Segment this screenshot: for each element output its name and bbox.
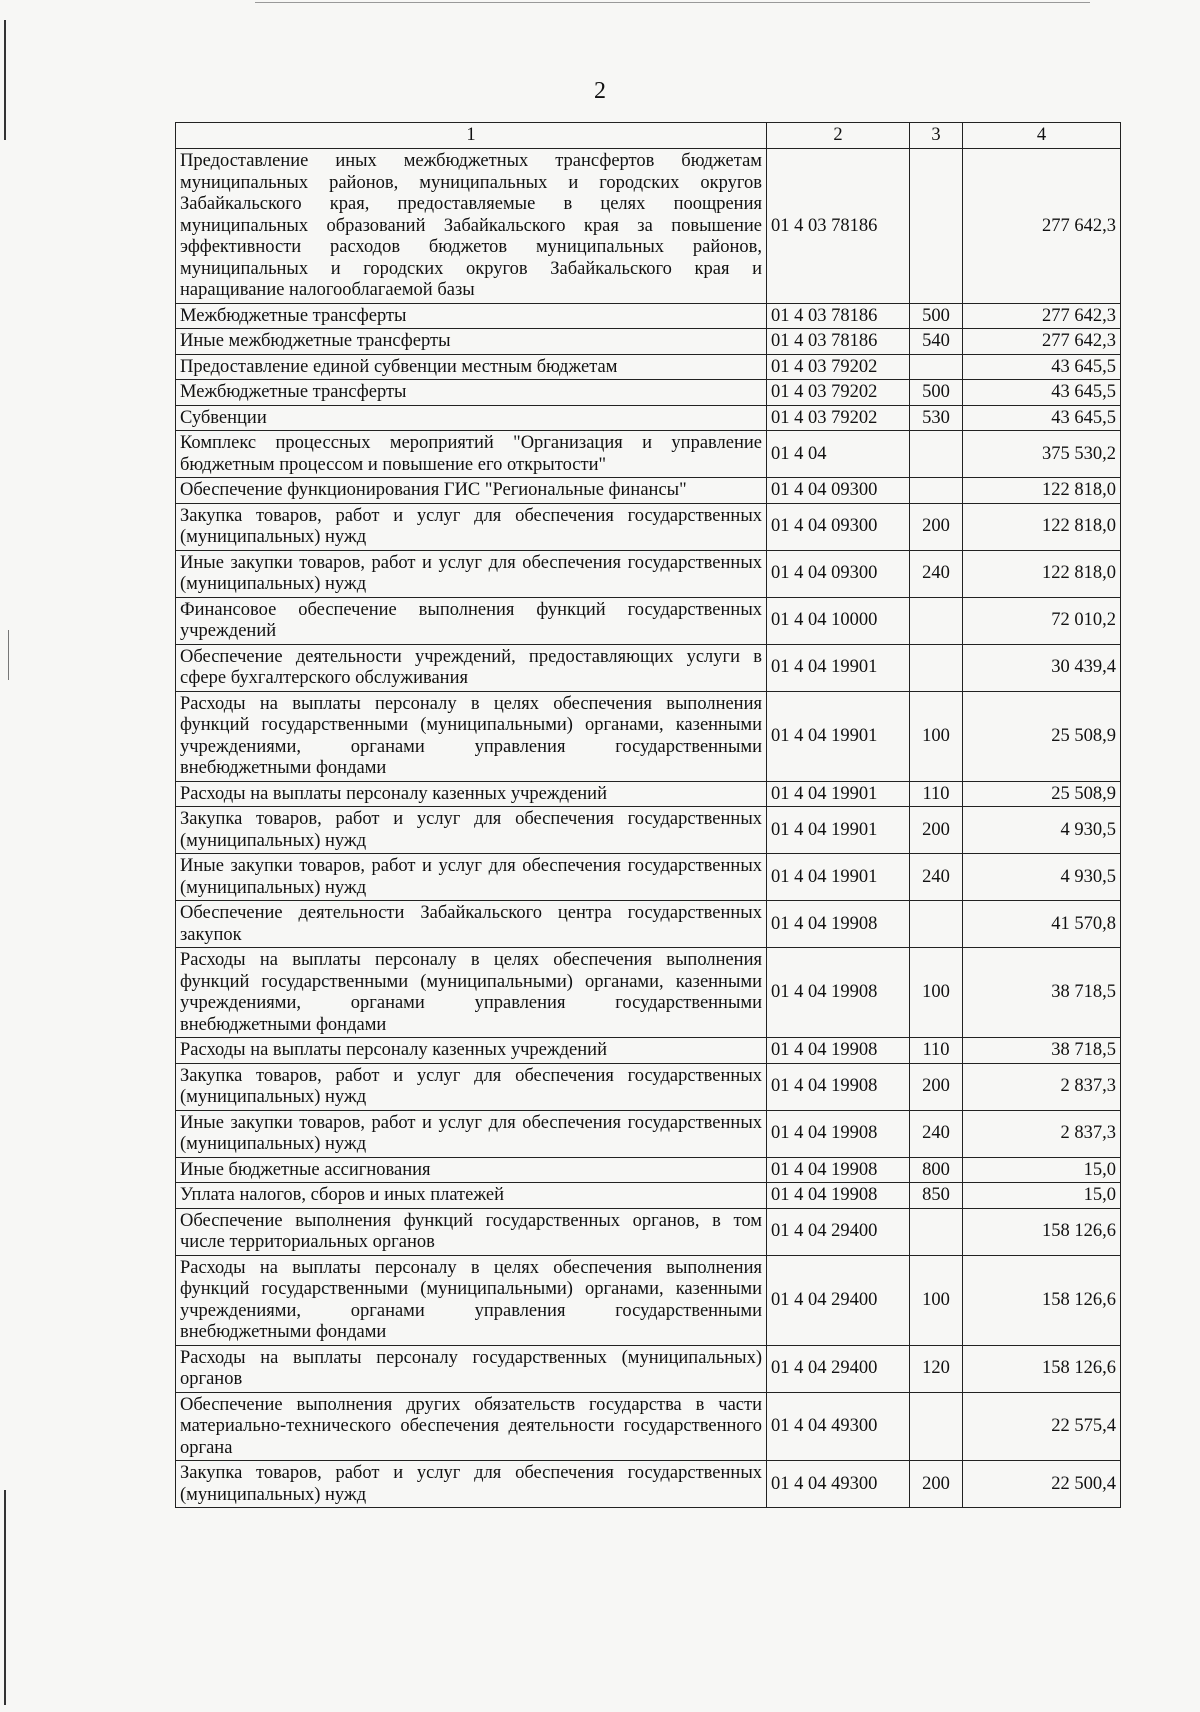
table-row — [176, 1392, 1121, 1461]
row-type-cell: 530 — [910, 405, 963, 431]
scan-margin-line — [8, 630, 9, 680]
row-code-cell: 01 4 04 29400 — [767, 1345, 910, 1392]
row-amount-cell: 158 126,6 — [963, 1255, 1121, 1345]
row-name-cell: Предоставление иных межбюджетных трансфертов бюджетам муниципальных районов, муниципальных и городских округов Забайкальского края, предоставляемые в целях поощрения муниципальных образований Забайкальского края за повышение эффективности расходов бюджетов муниципальных районов, муниципальных и городских округов Забайкальского края и наращивание налогооблагаемой базы — [176, 149, 767, 304]
table-row — [176, 329, 1121, 355]
row-type-cell: 100 — [910, 948, 963, 1038]
table-row — [176, 1183, 1121, 1209]
row-code-cell: 01 4 04 09300 — [767, 503, 910, 550]
table-row — [176, 597, 1121, 644]
row-type-cell: 100 — [910, 1255, 963, 1345]
table-row — [176, 1157, 1121, 1183]
row-code-cell: 01 4 04 19908 — [767, 1063, 910, 1110]
table-row — [176, 503, 1121, 550]
table-row — [176, 1063, 1121, 1110]
row-name-cell: Обеспечение функционирования ГИС "Региональные финансы" — [176, 478, 767, 504]
table-row — [176, 431, 1121, 478]
row-name-cell: Иные закупки товаров, работ и услуг для обеспечения государственных (муниципальных) нужд — [176, 1110, 767, 1157]
table-row — [176, 354, 1121, 380]
table-row — [176, 1038, 1121, 1064]
row-code-cell: 01 4 03 79202 — [767, 380, 910, 406]
table-row — [176, 550, 1121, 597]
row-amount-cell: 15,0 — [963, 1157, 1121, 1183]
table-row — [176, 303, 1121, 329]
table-row — [176, 781, 1121, 807]
row-type-cell — [910, 354, 963, 380]
row-code-cell: 01 4 04 19908 — [767, 1183, 910, 1209]
row-type-cell — [910, 149, 963, 304]
budget-table — [175, 122, 1121, 1508]
column-header-3: 3 — [910, 123, 963, 149]
row-code-cell: 01 4 03 79202 — [767, 405, 910, 431]
row-type-cell — [910, 597, 963, 644]
row-name-cell: Иные закупки товаров, работ и услуг для обеспечения государственных (муниципальных) нужд — [176, 550, 767, 597]
row-name-cell: Уплата налогов, сборов и иных платежей — [176, 1183, 767, 1209]
table-row — [176, 1345, 1121, 1392]
row-amount-cell: 43 645,5 — [963, 405, 1121, 431]
scan-margin-line — [4, 1490, 6, 1705]
row-amount-cell: 38 718,5 — [963, 948, 1121, 1038]
row-type-cell: 850 — [910, 1183, 963, 1209]
row-code-cell: 01 4 03 79202 — [767, 354, 910, 380]
row-type-cell — [910, 1208, 963, 1255]
table-row — [176, 405, 1121, 431]
row-code-cell: 01 4 04 09300 — [767, 550, 910, 597]
table-row — [176, 854, 1121, 901]
row-name-cell: Закупка товаров, работ и услуг для обеспечения государственных (муниципальных) нужд — [176, 807, 767, 854]
table-row — [176, 901, 1121, 948]
row-name-cell: Межбюджетные трансферты — [176, 380, 767, 406]
row-code-cell: 01 4 04 29400 — [767, 1255, 910, 1345]
table-row — [176, 644, 1121, 691]
row-code-cell: 01 4 04 19908 — [767, 1157, 910, 1183]
row-name-cell: Иные межбюджетные трансферты — [176, 329, 767, 355]
page-number: 2 — [594, 78, 606, 104]
row-amount-cell: 122 818,0 — [963, 478, 1121, 504]
row-amount-cell: 158 126,6 — [963, 1208, 1121, 1255]
table-row — [176, 380, 1121, 406]
row-name-cell: Закупка товаров, работ и услуг для обеспечения государственных (муниципальных) нужд — [176, 1063, 767, 1110]
row-amount-cell: 43 645,5 — [963, 354, 1121, 380]
row-type-cell: 540 — [910, 329, 963, 355]
row-amount-cell: 38 718,5 — [963, 1038, 1121, 1064]
row-amount-cell: 158 126,6 — [963, 1345, 1121, 1392]
row-name-cell: Субвенции — [176, 405, 767, 431]
row-code-cell: 01 4 03 78186 — [767, 303, 910, 329]
row-amount-cell: 30 439,4 — [963, 644, 1121, 691]
row-type-cell: 100 — [910, 691, 963, 781]
row-type-cell — [910, 644, 963, 691]
row-amount-cell: 22 575,4 — [963, 1392, 1121, 1461]
row-amount-cell: 122 818,0 — [963, 550, 1121, 597]
top-rule — [255, 2, 1090, 3]
row-code-cell: 01 4 04 19908 — [767, 1038, 910, 1064]
row-type-cell — [910, 478, 963, 504]
row-code-cell: 01 4 04 19908 — [767, 901, 910, 948]
row-type-cell: 200 — [910, 807, 963, 854]
row-amount-cell: 277 642,3 — [963, 149, 1121, 304]
row-name-cell: Финансовое обеспечение выполнения функций государственных учреждений — [176, 597, 767, 644]
column-header-2: 2 — [767, 123, 910, 149]
row-code-cell: 01 4 04 29400 — [767, 1208, 910, 1255]
row-amount-cell: 2 837,3 — [963, 1110, 1121, 1157]
column-header-1: 1 — [176, 123, 767, 149]
row-name-cell: Иные закупки товаров, работ и услуг для обеспечения государственных (муниципальных) нужд — [176, 854, 767, 901]
row-code-cell: 01 4 04 49300 — [767, 1392, 910, 1461]
row-type-cell — [910, 1392, 963, 1461]
row-name-cell: Закупка товаров, работ и услуг для обеспечения государственных (муниципальных) нужд — [176, 1461, 767, 1508]
row-type-cell: 500 — [910, 303, 963, 329]
row-type-cell: 110 — [910, 1038, 963, 1064]
row-name-cell: Обеспечение выполнения функций государственных органов, в том числе территориальных органов — [176, 1208, 767, 1255]
row-type-cell: 120 — [910, 1345, 963, 1392]
row-name-cell: Иные бюджетные ассигнования — [176, 1157, 767, 1183]
table-row — [176, 691, 1121, 781]
table-row — [176, 1255, 1121, 1345]
row-code-cell: 01 4 04 19901 — [767, 781, 910, 807]
table-header-row — [176, 123, 1121, 149]
column-header-4: 4 — [963, 123, 1121, 149]
row-amount-cell: 122 818,0 — [963, 503, 1121, 550]
row-code-cell: 01 4 04 19908 — [767, 1110, 910, 1157]
table-row — [176, 478, 1121, 504]
row-name-cell: Расходы на выплаты персоналу казенных учреждений — [176, 1038, 767, 1064]
row-amount-cell: 375 530,2 — [963, 431, 1121, 478]
row-name-cell: Комплекс процессных мероприятий "Организация и управление бюджетным процессом и повышение его открытости" — [176, 431, 767, 478]
row-amount-cell: 15,0 — [963, 1183, 1121, 1209]
row-amount-cell: 25 508,9 — [963, 691, 1121, 781]
row-type-cell: 240 — [910, 1110, 963, 1157]
row-type-cell: 110 — [910, 781, 963, 807]
table-row — [176, 149, 1121, 304]
row-type-cell: 800 — [910, 1157, 963, 1183]
row-code-cell: 01 4 04 19901 — [767, 644, 910, 691]
table-row — [176, 1110, 1121, 1157]
row-amount-cell: 277 642,3 — [963, 329, 1121, 355]
row-name-cell: Обеспечение выполнения других обязательств государства в части материально-технического обеспечения деятельности государственного органа — [176, 1392, 767, 1461]
row-name-cell: Расходы на выплаты персоналу казенных учреждений — [176, 781, 767, 807]
row-code-cell: 01 4 04 19908 — [767, 948, 910, 1038]
row-amount-cell: 277 642,3 — [963, 303, 1121, 329]
row-type-cell: 200 — [910, 1461, 963, 1508]
row-amount-cell: 25 508,9 — [963, 781, 1121, 807]
row-type-cell: 240 — [910, 550, 963, 597]
row-name-cell: Обеспечение деятельности Забайкальского центра государственных закупок — [176, 901, 767, 948]
row-name-cell: Расходы на выплаты персоналу в целях обеспечения выполнения функций государственными (муниципальными) органами, казенными учреждениями, органами управления государственными внебюджетными фондами — [176, 691, 767, 781]
row-amount-cell: 2 837,3 — [963, 1063, 1121, 1110]
row-amount-cell: 41 570,8 — [963, 901, 1121, 948]
row-amount-cell: 4 930,5 — [963, 807, 1121, 854]
row-amount-cell: 4 930,5 — [963, 854, 1121, 901]
row-name-cell: Расходы на выплаты персоналу в целях обеспечения выполнения функций государственными (муниципальными) органами, казенными учреждениями, органами управления государственными внебюджетными фондами — [176, 1255, 767, 1345]
row-amount-cell: 22 500,4 — [963, 1461, 1121, 1508]
row-type-cell: 240 — [910, 854, 963, 901]
row-code-cell: 01 4 03 78186 — [767, 149, 910, 304]
row-code-cell: 01 4 04 — [767, 431, 910, 478]
row-code-cell: 01 4 04 19901 — [767, 854, 910, 901]
table-row — [176, 1208, 1121, 1255]
row-name-cell: Обеспечение деятельности учреждений, предоставляющих услуги в сфере бухгалтерского обслуживания — [176, 644, 767, 691]
row-code-cell: 01 4 04 09300 — [767, 478, 910, 504]
row-amount-cell: 43 645,5 — [963, 380, 1121, 406]
row-name-cell: Межбюджетные трансферты — [176, 303, 767, 329]
row-name-cell: Расходы на выплаты персоналу государственных (муниципальных) органов — [176, 1345, 767, 1392]
row-code-cell: 01 4 04 19901 — [767, 691, 910, 781]
row-type-cell: 200 — [910, 503, 963, 550]
row-type-cell: 500 — [910, 380, 963, 406]
row-name-cell: Расходы на выплаты персоналу в целях обеспечения выполнения функций государственными (муниципальными) органами, казенными учреждениями, органами управления государственными внебюджетными фондами — [176, 948, 767, 1038]
row-name-cell: Предоставление единой субвенции местным бюджетам — [176, 354, 767, 380]
row-code-cell: 01 4 04 10000 — [767, 597, 910, 644]
table-row — [176, 948, 1121, 1038]
row-type-cell — [910, 431, 963, 478]
row-code-cell: 01 4 03 78186 — [767, 329, 910, 355]
row-type-cell — [910, 901, 963, 948]
row-amount-cell: 72 010,2 — [963, 597, 1121, 644]
table-row — [176, 807, 1121, 854]
row-name-cell: Закупка товаров, работ и услуг для обеспечения государственных (муниципальных) нужд — [176, 503, 767, 550]
row-type-cell: 200 — [910, 1063, 963, 1110]
row-code-cell: 01 4 04 19901 — [767, 807, 910, 854]
table-row — [176, 1461, 1121, 1508]
row-code-cell: 01 4 04 49300 — [767, 1461, 910, 1508]
